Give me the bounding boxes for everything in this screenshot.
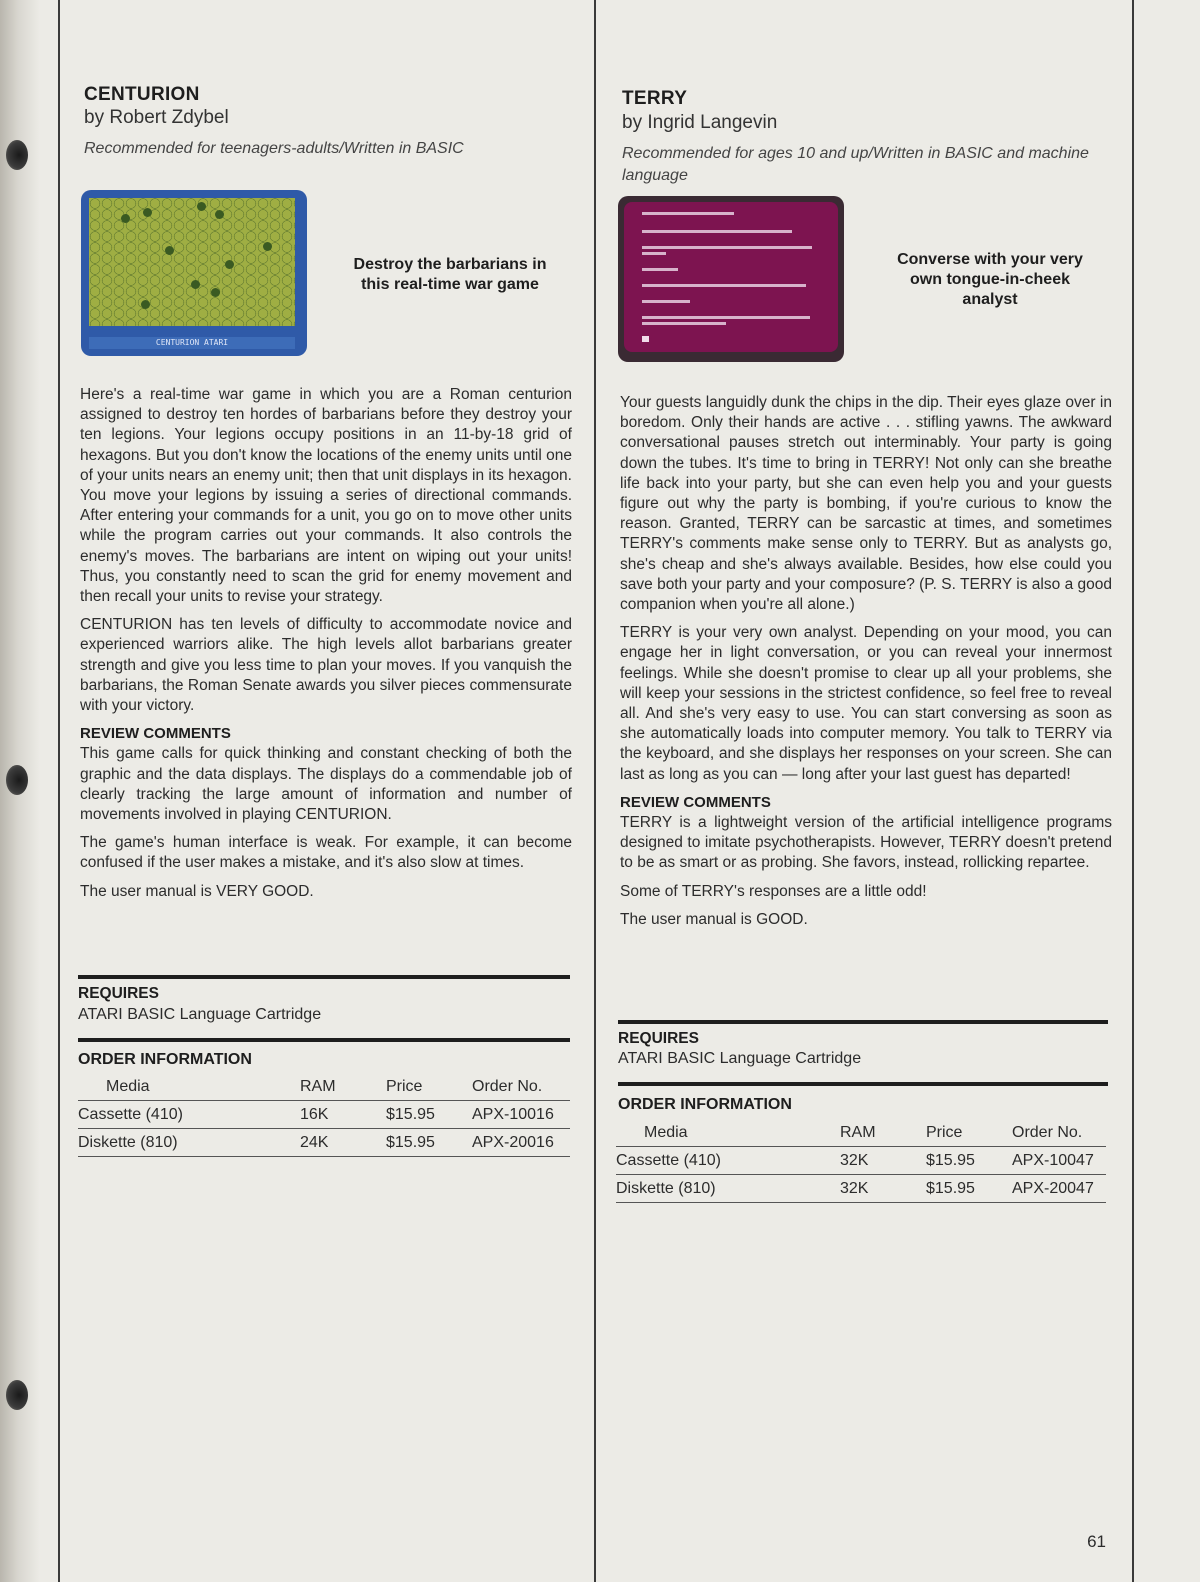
- table-row: [78, 1129, 570, 1157]
- requires-text: ATARI BASIC Language Cartridge: [618, 1050, 862, 1067]
- section-rule: [618, 1082, 1108, 1086]
- description: [620, 393, 1112, 938]
- legion-unit: [165, 246, 174, 255]
- column-divider: [58, 0, 60, 1582]
- requires-heading: REQUIRES: [78, 985, 159, 1002]
- section-rule: [618, 1020, 1108, 1024]
- review-paragraph: The game's human interface is weak. For example, it can become confused if the user makes a mistake, and it's also slow at times.: [80, 834, 572, 872]
- legion-unit: [215, 210, 224, 219]
- terminal-text-line: [642, 212, 734, 215]
- description-paragraph: CENTURION has ten levels of difficulty to accommodate novice and experienced warriors alike. The high levels allot barbarians greater strength and give you less time to plan your moves. If you vanquish the barbarians, the Roman Senate awards you silver pieces commensurate with your victory.: [80, 616, 572, 715]
- review-heading: REVIEW COMMENTS: [80, 725, 231, 743]
- review-heading: REVIEW COMMENTS: [620, 793, 771, 811]
- order-table: [616, 1124, 1106, 1203]
- review-paragraph: TERRY is a lightweight version of the artificial intelligence programs designed to imitate psychotherapists. However, TERRY doesn't pretend to be as smart or as probing. She favors, instead, rollicking repartee.: [620, 814, 1112, 872]
- terminal-text-line: [642, 268, 678, 271]
- review-paragraph: The user manual is GOOD.: [620, 910, 808, 928]
- program-author: by Robert Zdybel: [84, 107, 229, 128]
- order-table-header: [616, 1124, 1106, 1147]
- column-divider: [1132, 0, 1134, 1582]
- table-row: [78, 1101, 570, 1129]
- terminal-text-line: [642, 246, 812, 249]
- column-header: RAM: [840, 1124, 926, 1147]
- binder-hole: [6, 140, 28, 170]
- column-header: Price: [926, 1124, 1012, 1147]
- legion-unit: [121, 214, 130, 223]
- description-paragraph: Here's a real-time war game in which you are a Roman centurion assigned to destroy ten hordes of barbarians before they destroy your ten legions. Your legions occupy positions in an 11-by-18 grid of hexagons. But you don't know the locations of the enemy units until one of your units nears an enemy unit; then that unit displays in its hexagon. You move your legions by issuing a series of directional commands. After entering your commands for a unit, you go on to move other units while the program carries out your commands. It also controls the enemy's moves. The barbarians are intent on wiping out your units! Thus, you constantly need to scan the grid for enemy movement and then recall your units to revise your strategy.: [80, 386, 572, 606]
- terminal-text-line: [642, 300, 690, 303]
- hex-grid: [89, 198, 295, 326]
- screenshot-caption: Destroy the barbarians in this real-time war game: [353, 256, 547, 293]
- terminal-text-line: [642, 284, 806, 287]
- column-header: Order No.: [472, 1078, 570, 1101]
- column-header: Media: [78, 1078, 300, 1101]
- table-cell: 16K: [300, 1101, 386, 1129]
- program-title: TERRY: [622, 88, 688, 109]
- table-cell: 32K: [840, 1175, 926, 1203]
- order-heading: ORDER INFORMATION: [618, 1096, 792, 1113]
- review-paragraph: The user manual is VERY GOOD.: [80, 882, 314, 900]
- legion-unit: [141, 300, 150, 309]
- table-cell: $15.95: [386, 1101, 472, 1129]
- table-cell: Diskette (810): [78, 1129, 300, 1157]
- table-cell: Cassette (410): [78, 1101, 300, 1129]
- recommendation: Recommended for teenagers-adults/Written in BASIC: [84, 140, 464, 157]
- legion-unit: [225, 260, 234, 269]
- terminal-display: [624, 202, 838, 352]
- review-paragraph: Some of TERRY's responses are a little odd!: [620, 882, 927, 900]
- cursor-block: [642, 336, 649, 342]
- table-row: [616, 1175, 1106, 1203]
- section-rule: [78, 1038, 570, 1042]
- table-cell: 24K: [300, 1129, 386, 1157]
- page-number: 61: [1087, 1532, 1106, 1551]
- table-cell: $15.95: [926, 1175, 1012, 1203]
- terminal-text-line: [642, 316, 810, 319]
- review-paragraph: This game calls for quick thinking and constant checking of both the graphic and the data displays. The displays do a commendable job of clearly tracking the large amount of information and number of movements involved in playing CENTURION.: [80, 745, 572, 824]
- requires-text: ATARI BASIC Language Cartridge: [78, 1006, 322, 1023]
- game-status-bar: CENTURION ATARI: [89, 337, 295, 349]
- table-cell: APX-10047: [1012, 1147, 1106, 1175]
- legion-unit: [197, 202, 206, 211]
- binder-hole: [6, 1380, 28, 1410]
- binder-hole: [6, 765, 28, 795]
- requires-heading: REQUIRES: [618, 1030, 699, 1047]
- terminal-text-line: [642, 230, 792, 233]
- order-table: [78, 1078, 570, 1157]
- section-rule: [78, 975, 570, 979]
- table-cell: Cassette (410): [616, 1147, 840, 1175]
- column-header: Media: [616, 1124, 840, 1147]
- program-title: CENTURION: [84, 84, 200, 105]
- column-header: Order No.: [1012, 1124, 1106, 1147]
- legion-unit: [191, 280, 200, 289]
- table-cell: $15.95: [926, 1147, 1012, 1175]
- centurion-screenshot: [81, 190, 307, 356]
- description-paragraph: TERRY is your very own analyst. Depending on your mood, you can engage her in light conversation, or you can reveal your innermost feelings. While she doesn't promise to clear up all your problems, she will keep your sessions in the strictest confidence, so feel free to reveal all. And she's very easy to use. You can start conversing as soon as she automatically loads into computer memory. You talk to TERRY via the keyboard, and she displays her responses on your screen. She can last as long as you can — long after your last guest has departed!: [620, 624, 1112, 783]
- description: [80, 385, 572, 910]
- screenshot-caption: Converse with your very own tongue-in-cheek analyst: [897, 251, 1083, 308]
- column-divider: [594, 0, 596, 1582]
- program-author: by Ingrid Langevin: [622, 112, 778, 133]
- order-heading: ORDER INFORMATION: [78, 1051, 252, 1068]
- order-table-header: [78, 1078, 570, 1101]
- legion-unit: [263, 242, 272, 251]
- legion-unit: [211, 288, 220, 297]
- table-cell: $15.95: [386, 1129, 472, 1157]
- table-cell: 32K: [840, 1147, 926, 1175]
- table-cell: Diskette (810): [616, 1175, 840, 1203]
- terminal-text-line: [642, 322, 726, 325]
- description-paragraph: Your guests languidly dunk the chips in the dip. Their eyes glaze over in boredom. Only their hands are active . . . stifling yawns. The awkward conversational pauses stretch out interminably. Your party is going down the tubes. It's time to bring in TERRY! Not only can she breathe life back into your party, but she can even help you and your guests figure out why the party is bombing, if you're curious to know the reason. Granted, TERRY can be sarcastic at times, and sometimes TERRY's comments make sense only to TERRY. But as analysts go, she's cheap and she's always available. Besides, how else could you save both your party and your composure? (P. S. TERRY is also a good companion when you're all alone.): [620, 394, 1112, 614]
- table-cell: APX-10016: [472, 1101, 570, 1129]
- column-header: Price: [386, 1078, 472, 1101]
- table-cell: APX-20016: [472, 1129, 570, 1157]
- table-cell: APX-20047: [1012, 1175, 1106, 1203]
- table-row: [616, 1147, 1106, 1175]
- recommendation: Recommended for ages 10 and up/Written in BASIC and machine language: [622, 145, 1089, 184]
- terry-screenshot: [618, 196, 844, 362]
- legion-unit: [143, 208, 152, 217]
- column-header: RAM: [300, 1078, 386, 1101]
- terminal-text-line: [642, 252, 666, 255]
